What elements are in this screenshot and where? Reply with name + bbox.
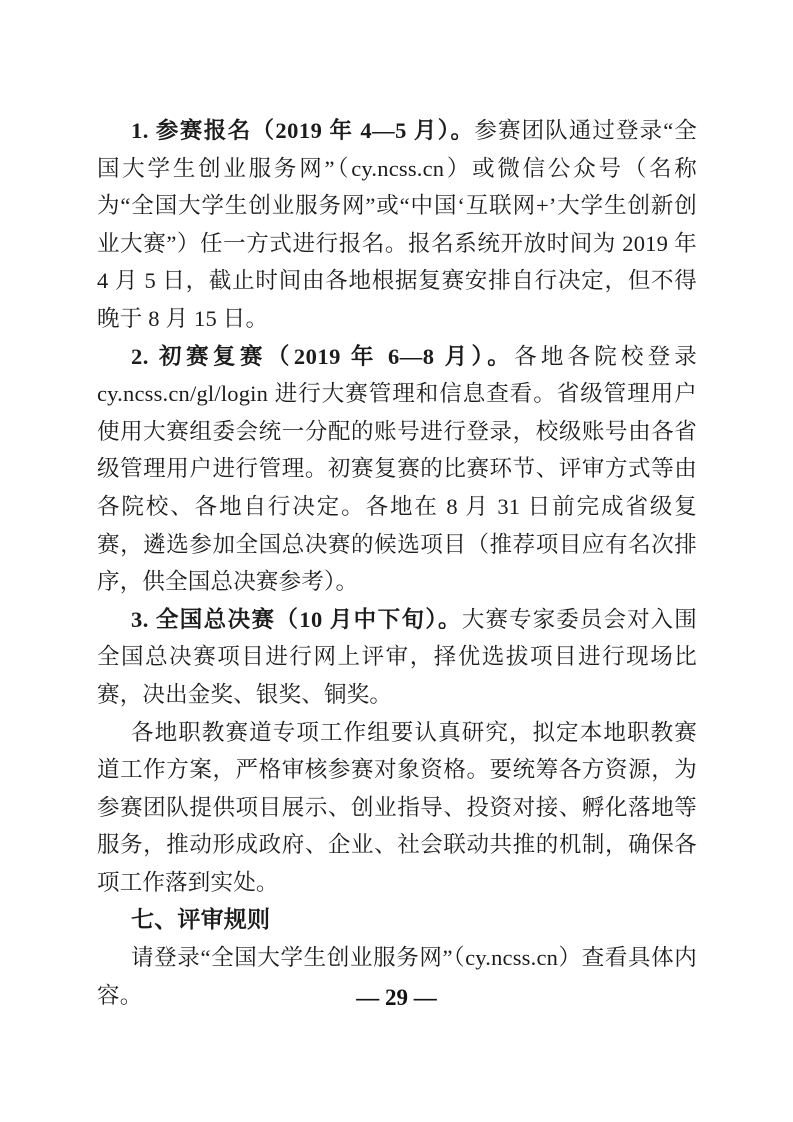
paragraph-registration [97,112,697,338]
section-heading-review-rules: 七、评审规则 [131,907,271,933]
paragraph-workgroup [97,714,697,902]
page-number: — 29 — [356,985,437,1010]
paragraph-finals-text: 大赛专家委员会对入围全国总决赛项目进行网上评审，择优选拔项目进行现场比赛，决出金奖、银奖、铜奖。 [97,606,697,707]
paragraph-finals-lead: 3. 全国总决赛（10 月中下旬）。 [131,606,462,632]
paragraph-preliminary [97,338,697,601]
paragraph-preliminary-text: 各地各院校登录 cy.ncss.cn/gl/login 进行大赛管理和信息查看。省级管理用户使用大赛组委会统一分配的账号进行登录，校级账号由各省级管理用户进行管理。初赛复赛的比赛环节、评审方式等由各院校、各地自行决定。各地在 8 月 31 日前完成省级复赛，遴选参加全国总决赛的候选项目（推荐项目应有名次排序，供全国总决赛参考）。 [97,343,697,595]
paragraph-preliminary-lead: 2. 初赛复赛（2019 年 6—8 月）。 [131,343,515,369]
paragraph-workgroup-text: 各地职教赛道专项工作组要认真研究，拟定本地职教赛道工作方案，严格审核参赛对象资格。要统筹各方资源，为参赛团队提供项目展示、创业指导、投资对接、孵化落地等服务，推动形成政府、企业、社会联动共推的机制，确保各项工作落到实处。 [97,719,697,895]
document-body [97,112,697,1014]
paragraph-registration-lead: 1. 参赛报名（2019 年 4—5 月）。 [131,118,475,143]
paragraph-review-rules-text: 请登录“全国大学生创业服务网”（cy.ncss.cn）查看具体内容。 [97,945,697,1008]
paragraph-registration-text: 参赛团队通过登录“全国大学生创业服务网”（cy.ncss.cn）或微信公众号（名称为“全国大学生创业服务网”或“中国‘互联网+’大学生创新创业大赛”）任一方式进行报名。报名系统开放时间为 2019 年 4 月 5 日，截止时间由各地根据复赛安排自行决定，但不得晚于 8 月 15 日。 [97,118,697,331]
paragraph-finals [97,601,697,714]
